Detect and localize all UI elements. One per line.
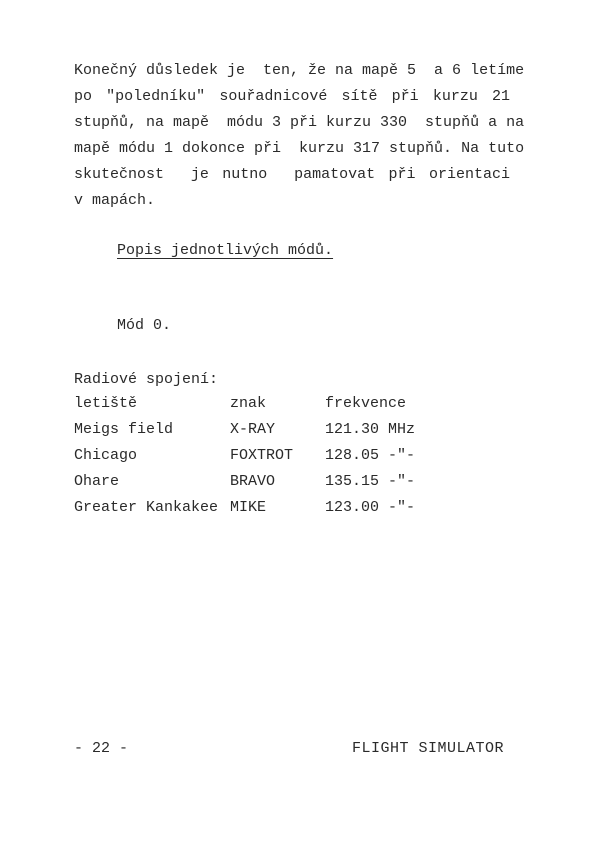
mode-title: Mód 0. [117, 317, 172, 334]
cell-callsign: FOXTROT [230, 447, 294, 464]
radio-label: Radiové spojení: [74, 371, 219, 388]
paragraph-line: po "poledníku" souřadnicové sítě při kurzu 21 [74, 88, 510, 105]
cell-callsign: X-RAY [230, 421, 276, 438]
paragraph-line: Konečný důsledek je ten, že na mapě 5 a 6 letíme [74, 62, 525, 79]
cell-airport: Meigs field [74, 421, 174, 438]
paragraph-line: v mapách. [74, 192, 156, 209]
cell-callsign: BRAVO [230, 473, 276, 490]
cell-frequency: 128.05 -"- [325, 447, 416, 464]
cell-frequency: 121.30 MHz [325, 421, 416, 438]
cell-airport: Ohare [74, 473, 120, 490]
footer-title: FLIGHT SIMULATOR [352, 740, 505, 757]
paragraph-line: skutečnost je nutno pamatovat při orientaci [74, 166, 510, 183]
cell-frequency: 135.15 -"- [325, 473, 416, 490]
paragraph-line: mapě módu 1 dokonce při kurzu 317 stupňů. Na tuto [74, 140, 525, 157]
paragraph-line: stupňů, na mapě módu 3 při kurzu 330 stupňů a na [74, 114, 525, 131]
cell-airport: Chicago [74, 447, 138, 464]
cell-frequency: 123.00 -"- [325, 499, 416, 516]
header-airport: letiště [74, 395, 138, 412]
cell-callsign: MIKE [230, 499, 267, 516]
section-heading: Popis jednotlivých módů. [117, 242, 334, 259]
cell-airport: Greater Kankakee [74, 499, 219, 516]
header-callsign: znak [230, 395, 267, 412]
header-frequency: frekvence [325, 395, 407, 412]
page-number: - 22 - [74, 740, 129, 757]
